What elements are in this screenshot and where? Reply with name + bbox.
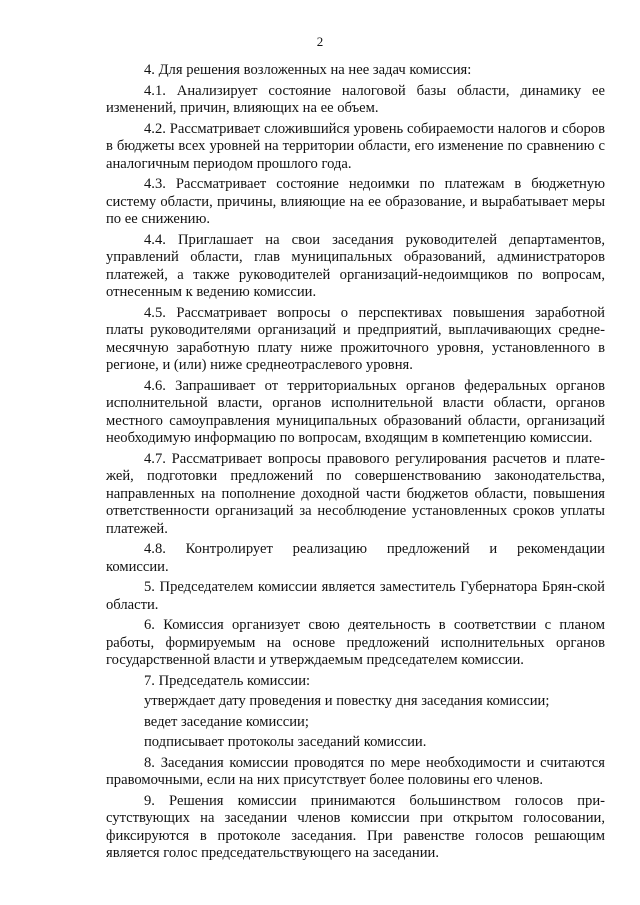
- document-body: [106, 62, 605, 866]
- page-number: 2: [316, 34, 324, 49]
- paragraph-7: 7. Председатель комиссии:: [144, 672, 311, 689]
- paragraph-7-item-lead: ведет заседание комиссии;: [144, 713, 309, 730]
- paragraph-6: 6. Комиссия организует свою деятельность в соответствии с планом работы, формируемым на основе предложений исполнительных органов государственной власти и утверждаемым председателем комиссии.: [106, 617, 605, 668]
- paragraph-7-item-approve: утверждает дату проведения и повестку дня заседания комиссии;: [144, 693, 550, 709]
- paragraph-4-6: 4.6. Запрашивает от территориальных органов федеральных органов исполнительной власти, органов исполнительной власти области, органов местного самоуправления муниципальных образований области, организаций необходимую информацию по вопросам, входящим в компетенцию комиссии.: [106, 377, 605, 446]
- paragraph-4-7: 4.7. Рассматривает вопросы правового регулирования расчетов и плате-жей, подготовки предложений по совершенствованию законодательства, направленных на пополнение доходной части бюджетов области, повышения ответственности организаций за несоблюдение установленных сроков уплаты платежей.: [106, 450, 605, 537]
- paragraph-4-5: 4.5. Рассматривает вопросы о перспективах повышения заработной платы руководителями организаций и предприятий, выплачивающих средне-месячную заработную плату ниже прожиточного уровня, установленного в регионе, и (или) ниже среднеотраслевого уровня.: [106, 304, 605, 373]
- paragraph-4-8: 4.8. Контролирует реализацию предложений и рекомендации комиссии.: [106, 541, 605, 575]
- paragraph-7-item-sign: подписывает протоколы заседаний комиссии.: [144, 734, 427, 750]
- paragraph-9: 9. Решения комиссии принимаются большинством голосов при-сутствующих на заседании членов комиссии при открытом голосовании, фиксируются в протоколе заседания. При равенстве голосов решающим является голос председательствующего на заседании.: [106, 792, 605, 861]
- paragraph-4-3: 4.3. Рассматривает состояние недоимки по платежам в бюджетную систему области, причины, влияющие на ее образование, и вырабатывает меры по ее снижению.: [106, 176, 605, 227]
- paragraph-5: 5. Председателем комиссии является заместитель Губернатора Брян-ской области.: [106, 579, 605, 613]
- paragraph-4-1: 4.1. Анализирует состояние налоговой базы области, динамику ее изменений, причин, влияющих на ее объем.: [106, 82, 605, 116]
- paragraph-4-4: 4.4. Приглашает на свои заседания руководителей департаментов, управлений области, глав муниципальных образований, администраторов платежей, а также руководителей организаций-недоимщиков по вопросам, отнесенным к ведению комиссии.: [106, 231, 605, 300]
- paragraph-4-2: 4.2. Рассматривает сложившийся уровень собираемости налогов и сборов в бюджеты всех уровней на территории области, его изменение по сравнению с аналогичным периодом прошлого года.: [106, 120, 605, 172]
- paragraph-4: 4. Для решения возложенных на нее задач комиссия:: [144, 62, 472, 78]
- paragraph-8: 8. Заседания комиссии проводятся по мере необходимости и считаются правомочными, если на них присутствует более половины его членов.: [106, 754, 605, 788]
